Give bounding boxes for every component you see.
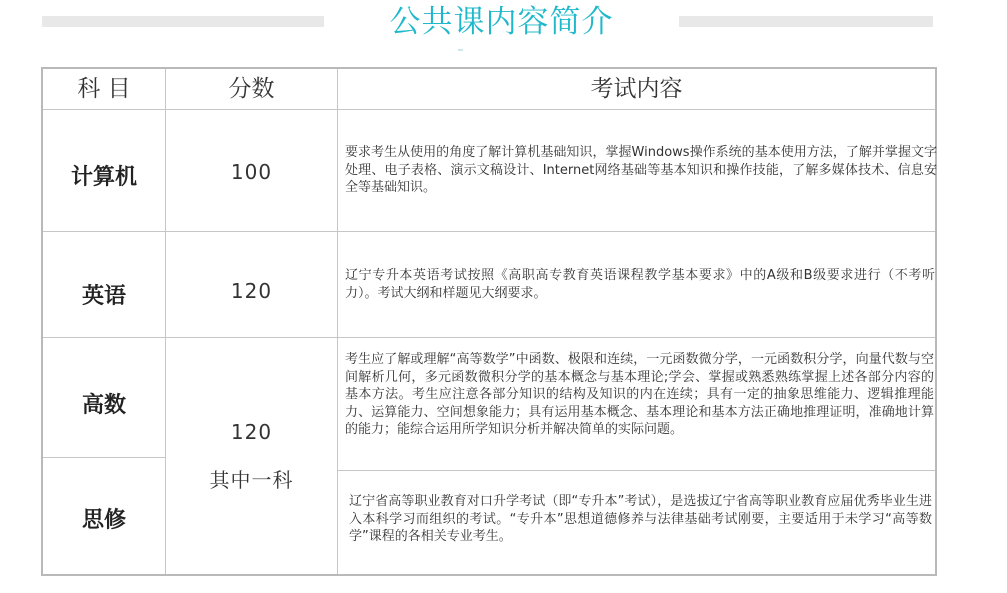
score-english: 120: [230, 279, 273, 303]
subject-english: 英语: [81, 284, 126, 309]
title-underline-dot: [458, 49, 463, 51]
title-decoration-left: [42, 16, 324, 27]
row-divider: [43, 231, 935, 232]
row-divider: [43, 109, 935, 110]
content-computer: 要求考生从使用的角度了解计算机基础知识，掌握Windows操作系统的基本使用方法，了解并掌握文字处理、电子表格、演示文稿设计、Internet网络基础等基本知识和操作技能，了解多媒体技术、信息安全等基础知识。: [345, 145, 937, 195]
content-english: 辽宁专升本英语考试按照《高职高专教育英语课程教学基本要求》中的A级和B级要求进行（不考听力）。考试大纲和样题见大纲要求。: [345, 268, 935, 301]
row-divider: [43, 457, 165, 458]
page-title: 公共课内容简介: [389, 4, 614, 40]
header-score: 分数: [228, 76, 275, 102]
score-shared-note: 其中一科: [209, 468, 294, 492]
score-shared: 120: [230, 420, 273, 444]
column-divider: [337, 69, 338, 574]
course-table: [41, 67, 937, 576]
column-divider: [165, 69, 166, 574]
score-computer: 100: [230, 160, 273, 184]
row-divider: [43, 337, 935, 338]
content-ideology: 辽宁省高等职业教育对口升学考试（即“专升本”考试），是选拔辽宁省高等职业教育应届优秀毕业生进入本科学习而组织的考试。“专升本”思想道德修养与法律基础考试刚要，主要适用于未学习“高等数学”课程的各相关专业考生。: [349, 494, 932, 544]
subject-computer: 计算机: [70, 165, 137, 190]
subject-math: 高数: [81, 393, 126, 418]
subject-ideology: 思修: [81, 508, 126, 533]
header-content: 考试内容: [590, 76, 683, 102]
content-math: 考生应了解或理解“高等数学”中函数、极限和连续，一元函数微分学，一元函数积分学，向量代数与空间解析几何，多元函数微积分学的基本概念与基本理论;学会、掌握或熟悉熟练掌握上述各部分内容的基本方法。考生应注意各部分知识的结构及知识的内在连续；具有一定的抽象思维能力、逻辑推理能力、运算能力、空间想象能力；具有运用基本概念、基本理论和基本方法正确地推理证明，准确地计算的能力；能综合运用所学知识分析并解决简单的实际问题。: [345, 352, 934, 437]
row-divider: [337, 470, 935, 471]
title-decoration-right: [679, 16, 933, 27]
header-subject: 科 目: [77, 76, 131, 102]
